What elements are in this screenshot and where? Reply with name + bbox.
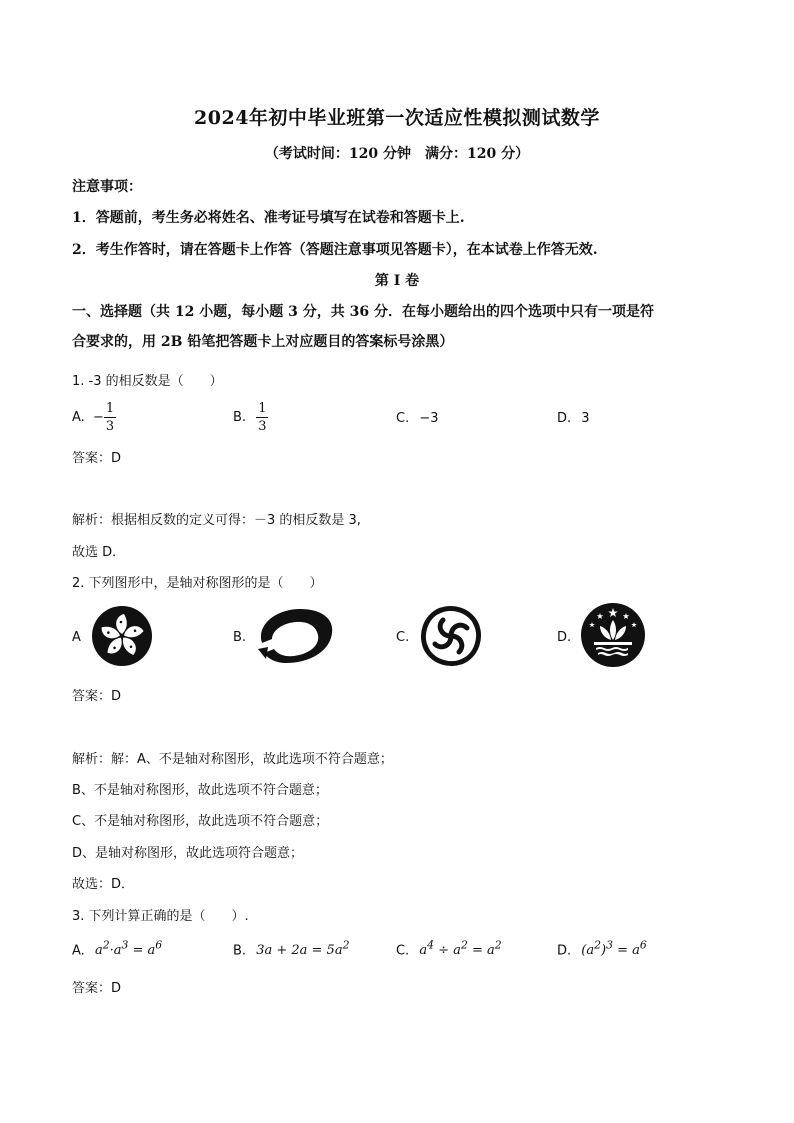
q1-option-a [72, 402, 116, 433]
q1-option-c-label: C. [396, 411, 410, 426]
notes-item-1: 1．答题前，考生务必将姓名、准考证号填写在试卷和答题卡上. [72, 210, 465, 226]
q3-option-c [396, 939, 502, 958]
spiral-phoenix-logo-icon [417, 602, 485, 670]
question-2-stem: 2. 下列图形中，是轴对称图形的是（ ） [72, 576, 323, 591]
question-3-answer: 答案：D [72, 981, 122, 996]
question-2-analysis-4: D、是轴对称图形，故此选项符合题意； [72, 846, 304, 861]
q1-option-a-label: A. [72, 410, 85, 425]
q3-option-b [233, 939, 349, 958]
q1-option-a-fraction [104, 402, 116, 433]
question-2-answer: 答案：D [72, 689, 122, 704]
page-title: 2024年初中毕业班第一次适应性模拟测试数学 [194, 107, 600, 129]
q2-option-d-label: D. [557, 630, 572, 645]
hong-kong-bauhinia-emblem-icon [91, 605, 153, 667]
section-heading-line-2: 合要求的，用 2B 铅笔把答题卡上对应题目的答案标号涂黑） [72, 334, 454, 350]
q1-option-c [396, 411, 439, 426]
q2-option-a-label: A [72, 630, 81, 645]
q1-option-b [233, 402, 268, 433]
question-1-answer: 答案：D [72, 451, 122, 466]
q2-option-b-label: B. [233, 630, 247, 645]
q1-option-d-value: 3 [581, 411, 590, 426]
q3-option-a-expression: $a^2\cdot a^3 = a^6$ [94, 939, 163, 959]
q1-option-b-label: B. [233, 410, 247, 425]
q3-option-c-label: C. [396, 943, 410, 959]
q3-option-a [72, 939, 162, 958]
q1-option-d-label: D. [557, 411, 572, 426]
notes-heading: 注意事项： [72, 179, 142, 195]
q3-option-c-expression: $a^4 \div a^2 = a^2$ [419, 939, 502, 959]
question-3-stem: 3. 下列计算正确的是（ ）. [72, 909, 249, 924]
q3-option-d-expression: $(a^2)^3 = a^6$ [581, 939, 647, 959]
q1-option-b-numerator: 1 [258, 401, 267, 416]
q1-option-a-numerator: 1 [105, 401, 115, 416]
question-2-analysis-1: 解析：解：A、不是轴对称图形，故此选项不符合题意； [72, 752, 393, 767]
ring-logo-icon [254, 605, 336, 667]
macau-lotus-emblem-icon [580, 602, 646, 668]
question-1-conclusion: 故选 D． [72, 545, 126, 560]
question-2-analysis-3: C、不是轴对称图形，故此选项不符合题意； [72, 814, 329, 829]
q3-option-b-expression: $3a + 2a = 5a^2$ [256, 939, 350, 959]
question-1-analysis: 解析：根据相反数的定义可得：－3 的相反数是 3, [72, 513, 361, 528]
q3-option-d-label: D. [557, 943, 572, 959]
q2-option-c-label: C. [396, 630, 410, 645]
q1-option-b-fraction [256, 402, 268, 433]
exam-subtitle: （考试时间：120 分钟 满分：120 分） [264, 146, 530, 162]
q3-option-b-label: B. [233, 943, 247, 959]
q3-option-d [557, 939, 647, 958]
question-2-analysis-2: B、不是轴对称图形，故此选项不符合题意； [72, 783, 328, 798]
q1-option-d [557, 411, 590, 426]
q3-option-a-label: A. [72, 943, 85, 959]
q1-option-c-value: −3 [419, 411, 439, 426]
question-2-conclusion: 故选：D． [72, 877, 135, 892]
volume-heading: 第 I 卷 [374, 273, 420, 289]
notes-item-2: 2．考生作答时，请在答题卡上作答（答题注意事项见答题卡），在本试卷上作答无效. [72, 242, 598, 258]
section-heading-line-1: 一、选择题（共 12 小题，每小题 3 分，共 36 分．在每小题给出的四个选项中只有一项是符 [72, 304, 654, 320]
q1-option-b-denominator: 3 [258, 419, 267, 434]
q1-option-a-sign: − [92, 410, 104, 425]
q1-option-a-denominator: 3 [105, 419, 115, 434]
question-1-stem: 1. -3 的相反数是（ ） [72, 374, 223, 389]
